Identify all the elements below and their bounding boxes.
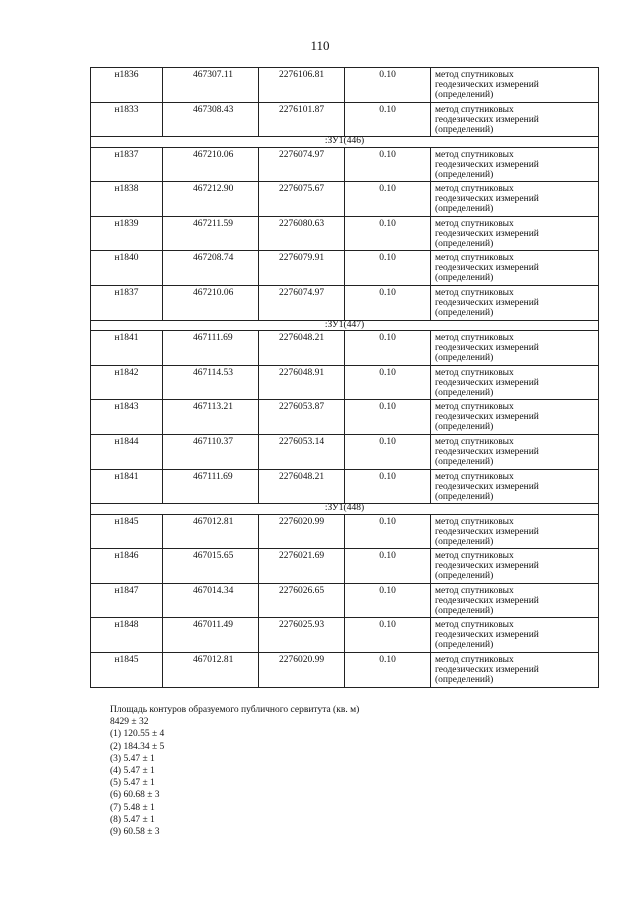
table-row: [91, 434, 599, 469]
x-coordinate-cell: 467113.21: [163, 400, 259, 435]
method-cell: [431, 549, 599, 584]
method-line: геодезических измерений: [435, 298, 539, 309]
method-line: (определений): [435, 491, 494, 502]
group-title: :ЗУ1(447): [91, 320, 599, 331]
method-line: метод спутниковых: [435, 70, 514, 80]
method-line: метод спутниковых: [435, 655, 514, 665]
method-line: геодезических измерений: [435, 481, 539, 492]
y-coordinate-cell: 2276025.93: [259, 618, 345, 653]
method-line: метод спутниковых: [435, 471, 514, 482]
table-row: [91, 469, 599, 504]
method-line: геодезических измерений: [435, 526, 539, 537]
area-item: (8) 5.47 ± 1: [110, 814, 155, 825]
point-cell: н1837: [91, 147, 163, 182]
table-row: [91, 653, 599, 688]
accuracy-cell: 0.10: [345, 583, 431, 618]
method-cell: [431, 331, 599, 366]
accuracy-cell: 0.10: [345, 102, 431, 137]
area-item: (2) 184.34 ± 5: [110, 741, 165, 752]
accuracy-cell: 0.10: [345, 514, 431, 549]
table-row: [91, 147, 599, 182]
method-line: (определений): [435, 422, 494, 433]
table-row: [91, 365, 599, 400]
area-items-list: [110, 728, 359, 838]
method-line: (определений): [435, 308, 494, 319]
x-coordinate-cell: 467011.49: [163, 618, 259, 653]
method-line: (определений): [435, 124, 494, 135]
method-cell: [431, 469, 599, 504]
method-line: геодезических измерений: [435, 159, 539, 170]
method-line: (определений): [435, 204, 494, 215]
method-cell: [431, 365, 599, 400]
point-cell: н1843: [91, 400, 163, 435]
method-line: (определений): [435, 536, 494, 547]
accuracy-cell: 0.10: [345, 251, 431, 286]
y-coordinate-cell: 2276048.21: [259, 469, 345, 504]
point-cell: н1836: [91, 68, 163, 103]
group-header-row: [91, 504, 599, 515]
area-item: (4) 5.47 ± 1: [110, 766, 155, 777]
method-line: метод спутниковых: [435, 551, 514, 562]
method-line: (определений): [435, 675, 494, 685]
table-row: [91, 102, 599, 137]
method-line: геодезических измерений: [435, 412, 539, 423]
y-coordinate-cell: 2276074.97: [259, 147, 345, 182]
method-cell: [431, 653, 599, 688]
x-coordinate-cell: 467212.90: [163, 182, 259, 217]
accuracy-cell: 0.10: [345, 549, 431, 584]
table-row: [91, 618, 599, 653]
point-cell: н1842: [91, 365, 163, 400]
method-line: (определений): [435, 273, 494, 284]
accuracy-cell: 0.10: [345, 182, 431, 217]
method-line: метод спутниковых: [435, 436, 514, 447]
accuracy-cell: 0.10: [345, 653, 431, 688]
accuracy-cell: 0.10: [345, 147, 431, 182]
table-row: [91, 216, 599, 251]
method-line: метод спутниковых: [435, 333, 514, 344]
x-coordinate-cell: 467014.34: [163, 583, 259, 618]
point-cell: н1837: [91, 286, 163, 321]
method-line: геодезических измерений: [435, 446, 539, 457]
point-cell: н1833: [91, 102, 163, 137]
coordinates-table: [90, 67, 599, 688]
table-row: [91, 583, 599, 618]
table-row: [91, 251, 599, 286]
table-row: [91, 514, 599, 549]
point-cell: н1848: [91, 618, 163, 653]
method-line: метод спутниковых: [435, 104, 514, 115]
x-coordinate-cell: 467210.06: [163, 147, 259, 182]
method-cell: [431, 583, 599, 618]
method-line: метод спутниковых: [435, 253, 514, 264]
method-line: метод спутниковых: [435, 184, 514, 195]
method-line: геодезических измерений: [435, 263, 539, 274]
y-coordinate-cell: 2276048.21: [259, 331, 345, 366]
y-coordinate-cell: 2276101.87: [259, 102, 345, 137]
method-line: метод спутниковых: [435, 402, 514, 413]
point-cell: н1840: [91, 251, 163, 286]
method-line: геодезических измерений: [435, 377, 539, 388]
method-line: геодезических измерений: [435, 114, 539, 125]
accuracy-cell: 0.10: [345, 365, 431, 400]
method-line: геодезических измерений: [435, 665, 539, 675]
x-coordinate-cell: 467308.43: [163, 102, 259, 137]
point-cell: н1844: [91, 434, 163, 469]
method-line: (определений): [435, 456, 494, 467]
method-line: (определений): [435, 605, 494, 616]
accuracy-cell: 0.10: [345, 434, 431, 469]
accuracy-cell: 0.10: [345, 400, 431, 435]
table-row: [91, 286, 599, 321]
x-coordinate-cell: 467210.06: [163, 286, 259, 321]
accuracy-cell: 0.10: [345, 216, 431, 251]
area-item: (3) 5.47 ± 1: [110, 753, 155, 764]
x-coordinate-cell: 467114.53: [163, 365, 259, 400]
y-coordinate-cell: 2276026.65: [259, 583, 345, 618]
y-coordinate-cell: 2276020.99: [259, 514, 345, 549]
method-line: (определений): [435, 90, 494, 100]
accuracy-cell: 0.10: [345, 68, 431, 103]
y-coordinate-cell: 2276020.99: [259, 653, 345, 688]
method-cell: [431, 618, 599, 653]
method-line: геодезических измерений: [435, 80, 539, 90]
method-line: метод спутниковых: [435, 288, 514, 299]
method-line: метод спутниковых: [435, 620, 514, 631]
method-line: (определений): [435, 571, 494, 582]
area-item: (9) 60.58 ± 3: [110, 827, 160, 838]
method-cell: [431, 102, 599, 137]
area-item: (7) 5.48 ± 1: [110, 802, 155, 813]
method-line: метод спутниковых: [435, 516, 514, 527]
method-line: (определений): [435, 238, 494, 249]
point-cell: н1845: [91, 653, 163, 688]
x-coordinate-cell: 467110.37: [163, 434, 259, 469]
accuracy-cell: 0.10: [345, 469, 431, 504]
y-coordinate-cell: 2276075.67: [259, 182, 345, 217]
x-coordinate-cell: 467211.59: [163, 216, 259, 251]
method-line: геодезических измерений: [435, 343, 539, 354]
table-row: [91, 331, 599, 366]
y-coordinate-cell: 2276106.81: [259, 68, 345, 103]
method-line: геодезических измерений: [435, 194, 539, 205]
method-line: геодезических измерений: [435, 228, 539, 239]
group-title: :ЗУ1(448): [91, 504, 599, 515]
method-line: (определений): [435, 353, 494, 364]
y-coordinate-cell: 2276021.69: [259, 549, 345, 584]
method-line: (определений): [435, 387, 494, 398]
y-coordinate-cell: 2276080.63: [259, 216, 345, 251]
method-line: геодезических измерений: [435, 595, 539, 606]
method-line: (определений): [435, 169, 494, 180]
method-cell: [431, 514, 599, 549]
table-row: [91, 182, 599, 217]
table-row: [91, 400, 599, 435]
method-cell: [431, 68, 599, 103]
method-cell: [431, 434, 599, 469]
accuracy-cell: 0.10: [345, 331, 431, 366]
table-row: [91, 68, 599, 103]
area-item: (1) 120.55 ± 4: [110, 729, 165, 740]
area-total: 8429 ± 32: [110, 717, 149, 728]
table-row: [91, 549, 599, 584]
area-item: (5) 5.47 ± 1: [110, 778, 155, 789]
point-cell: н1839: [91, 216, 163, 251]
method-line: метод спутниковых: [435, 585, 514, 596]
accuracy-cell: 0.10: [345, 286, 431, 321]
accuracy-cell: 0.10: [345, 618, 431, 653]
y-coordinate-cell: 2276074.97: [259, 286, 345, 321]
point-cell: н1841: [91, 469, 163, 504]
group-header-row: [91, 137, 599, 148]
page-number: 110: [310, 38, 330, 53]
area-heading: Площадь контуров образуемого публичного сервитута (кв. м): [110, 705, 360, 715]
y-coordinate-cell: 2276053.87: [259, 400, 345, 435]
point-cell: н1847: [91, 583, 163, 618]
x-coordinate-cell: 467208.74: [163, 251, 259, 286]
method-line: геодезических измерений: [435, 630, 539, 641]
point-cell: н1846: [91, 549, 163, 584]
x-coordinate-cell: 467015.65: [163, 549, 259, 584]
coordinates-table-body: [91, 68, 599, 688]
x-coordinate-cell: 467012.81: [163, 653, 259, 688]
method-line: метод спутниковых: [435, 149, 514, 160]
area-item: (6) 60.68 ± 3: [110, 790, 160, 801]
method-cell: [431, 286, 599, 321]
y-coordinate-cell: 2276053.14: [259, 434, 345, 469]
point-cell: н1845: [91, 514, 163, 549]
x-coordinate-cell: 467111.69: [163, 331, 259, 366]
method-line: метод спутниковых: [435, 367, 514, 378]
group-header-row: [91, 320, 599, 331]
area-summary: [110, 704, 359, 838]
method-line: метод спутниковых: [435, 218, 514, 229]
x-coordinate-cell: 467111.69: [163, 469, 259, 504]
x-coordinate-cell: 467012.81: [163, 514, 259, 549]
method-cell: [431, 251, 599, 286]
point-cell: н1838: [91, 182, 163, 217]
group-title: :ЗУ1(446): [91, 137, 599, 148]
method-line: (определений): [435, 640, 494, 651]
y-coordinate-cell: 2276048.91: [259, 365, 345, 400]
point-cell: н1841: [91, 331, 163, 366]
method-cell: [431, 182, 599, 217]
method-line: геодезических измерений: [435, 561, 539, 572]
y-coordinate-cell: 2276079.91: [259, 251, 345, 286]
method-cell: [431, 147, 599, 182]
x-coordinate-cell: 467307.11: [163, 68, 259, 103]
method-cell: [431, 216, 599, 251]
method-cell: [431, 400, 599, 435]
